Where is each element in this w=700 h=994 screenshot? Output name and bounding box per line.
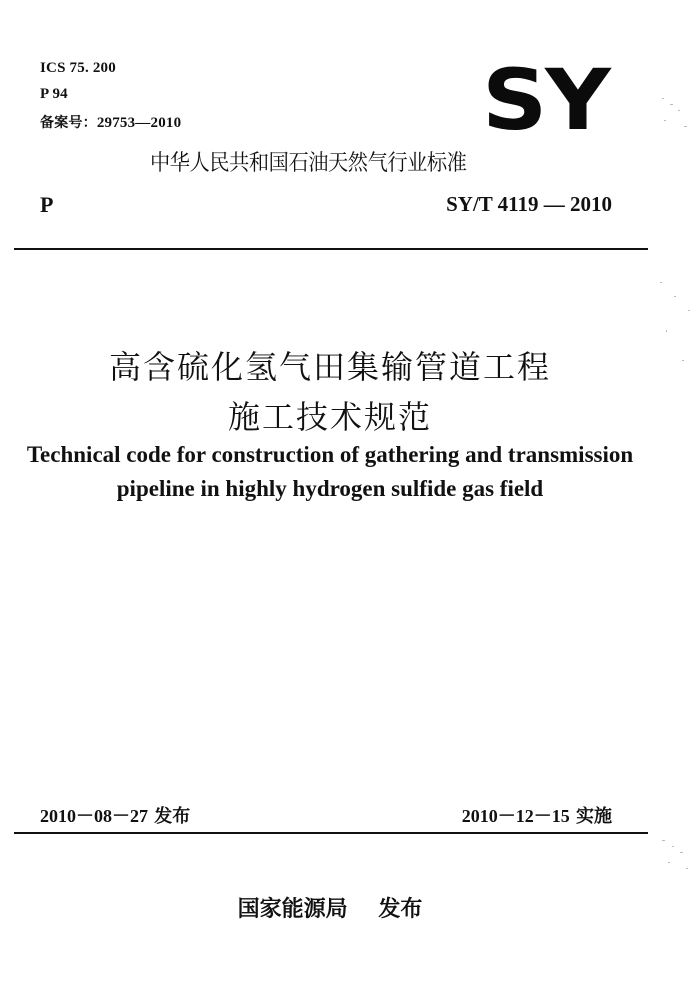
publisher-action: 发布 bbox=[378, 897, 423, 922]
title-en-line1: Technical code for construction of gathering and transmission bbox=[26, 442, 634, 467]
ics-code: ICS 75. 200 bbox=[40, 60, 116, 76]
implement-date-label: 实施 bbox=[569, 806, 612, 827]
record-value: 29753—2010 bbox=[96, 115, 182, 131]
record-label: 备案号： bbox=[40, 115, 97, 131]
record-number bbox=[40, 112, 181, 132]
bottom-divider bbox=[14, 832, 648, 834]
scan-noise bbox=[654, 0, 700, 994]
implement-date-value: 2010－12－15 bbox=[461, 806, 570, 826]
p-class-code: P 94 bbox=[40, 86, 68, 102]
title-cn-line1: 高含硫化氢气田集输管道工程 bbox=[108, 348, 551, 386]
title-en-line2: pipeline in highly hydrogen sulfide gas field bbox=[116, 476, 544, 501]
standard-code: SY/T 4119 — 2010 bbox=[446, 192, 612, 216]
category-letter: P bbox=[40, 192, 54, 217]
title-cn-line2: 施工技术规范 bbox=[227, 398, 432, 436]
top-divider bbox=[14, 248, 648, 250]
issue-date bbox=[40, 802, 190, 828]
issue-date-label: 发布 bbox=[148, 806, 191, 827]
publisher-name: 国家能源局 bbox=[237, 897, 348, 922]
implement-date bbox=[462, 802, 612, 828]
publisher bbox=[0, 892, 660, 923]
issue-date-value: 2010－08－27 bbox=[40, 806, 148, 826]
sy-logo: SY bbox=[482, 51, 609, 149]
industry-standard-title: 中华人民共和国石油天然气行业标准 bbox=[150, 151, 467, 176]
